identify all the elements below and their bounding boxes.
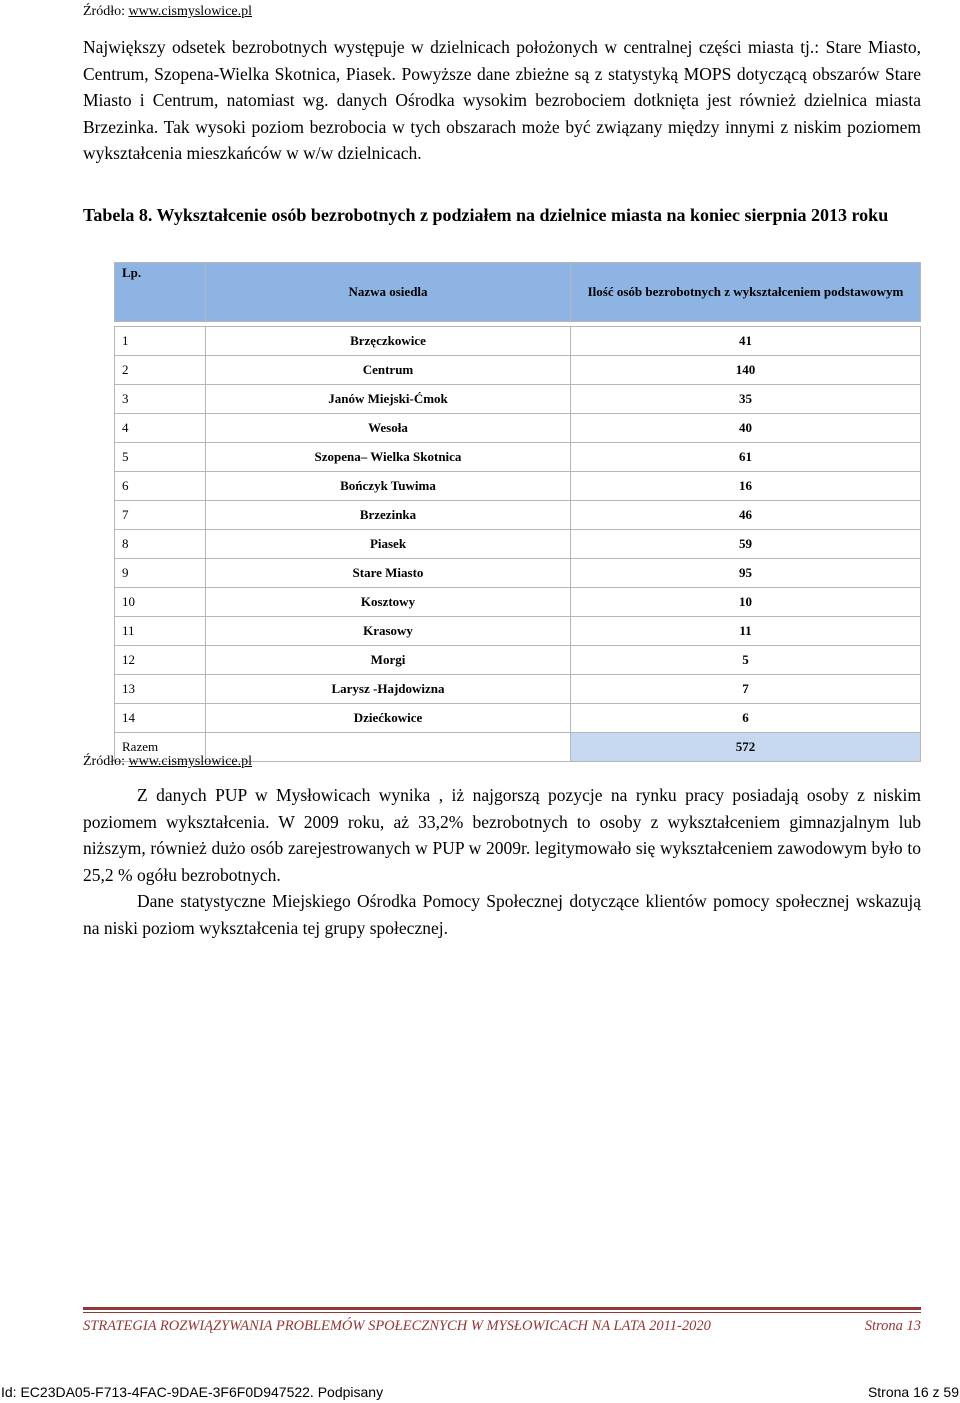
- row-lp: 3: [115, 385, 206, 414]
- paragraph-intro: Największy odsetek bezrobotnych występuje w dzielnicach położonych w centralnej części miasta tj.: Stare Miasto, Centrum, Szopena-Wielka Skotnica, Piasek. Powyższe dane zbieżne są z statystyką MOPS dotyczącą obszarów Stare Miasto i Centrum, natomiast wg. danych Ośrodka wysokim bezrobociem dotknięta jest również dzielnica miasta Brzezinka. Tak wysoki poziom bezrobocia w tych obszarach może być związany między innymi z niskim poziomem wykształcenia mieszkańców w w/w dzielnicach.: [83, 37, 921, 163]
- row-value: 11: [571, 617, 921, 646]
- row-lp: 10: [115, 588, 206, 617]
- source-link[interactable]: www.cismyslowice.pl: [128, 754, 253, 769]
- row-name: Dziećkowice: [206, 704, 571, 733]
- source-prefix: Źródło:: [83, 754, 129, 769]
- row-value: 16: [571, 472, 921, 501]
- document-id: Id: EC23DA05-F713-4FAC-9DAE-3F6F0D947522. Podpisany: [1, 1383, 384, 1400]
- row-name: Kosztowy: [206, 588, 571, 617]
- row-name: Larysz -Hajdowizna: [206, 675, 571, 704]
- row-value: 40: [571, 414, 921, 443]
- footer-rule-thin: [83, 1312, 921, 1313]
- row-value: 10: [571, 588, 921, 617]
- footer-rule: [83, 1307, 921, 1310]
- total-value: 572: [571, 733, 921, 762]
- header-value: Ilość osób bezrobotnych z wykształceniem podstawowym: [571, 263, 921, 322]
- header-name: Nazwa osiedla: [206, 263, 571, 322]
- row-lp: 2: [115, 356, 206, 385]
- footer-page-number: Strona 13: [864, 1318, 921, 1334]
- row-value: 41: [571, 327, 921, 356]
- source-link[interactable]: www.cismyslowice.pl: [128, 4, 253, 19]
- row-value: 5: [571, 646, 921, 675]
- row-name: Krasowy: [206, 617, 571, 646]
- row-name: Szopena– Wielka Skotnica: [206, 443, 571, 472]
- row-name: Stare Miasto: [206, 559, 571, 588]
- paragraph-pup: [83, 782, 921, 888]
- table-row: [115, 356, 921, 385]
- table-row: [115, 559, 921, 588]
- paragraph-mops-text: Dane statystyczne Miejskiego Ośrodka Pomocy Społecznej dotyczące klientów pomocy społecznej wskazują na niski poziom wykształcenia tej grupy społecznej.: [83, 891, 921, 938]
- row-value: 61: [571, 443, 921, 472]
- row-name: Piasek: [206, 530, 571, 559]
- table-row: [115, 704, 921, 733]
- table-caption: Tabela 8. Wykształcenie osób bezrobotnych z podziałem na dzielnice miasta na koniec sierpnia 2013 roku: [83, 205, 889, 225]
- page-footer: [83, 1318, 921, 1335]
- table-header-row: [115, 263, 921, 322]
- table-row: [115, 501, 921, 530]
- row-value: 95: [571, 559, 921, 588]
- document-page-count: Strona 16 z 59: [867, 1383, 959, 1400]
- row-lp: 11: [115, 617, 206, 646]
- table-row: [115, 588, 921, 617]
- total-label: Razem: [115, 733, 206, 762]
- row-value: 46: [571, 501, 921, 530]
- table-row: [115, 385, 921, 414]
- table-row: [115, 443, 921, 472]
- table-row: [115, 472, 921, 501]
- source-prefix: Źródło:: [83, 4, 129, 19]
- row-lp: 7: [115, 501, 206, 530]
- row-value: 35: [571, 385, 921, 414]
- row-name: Morgi: [206, 646, 571, 675]
- row-lp: 1: [115, 327, 206, 356]
- row-value: 140: [571, 356, 921, 385]
- table-row: [115, 646, 921, 675]
- document-id-bar: [0, 1380, 960, 1403]
- table-row: [115, 617, 921, 646]
- row-name: Centrum: [206, 356, 571, 385]
- footer-title: STRATEGIA ROZWIĄZYWANIA PROBLEMÓW SPOŁECZNYCH W MYSŁOWICACH NA LATA 2011-2020: [83, 1318, 711, 1334]
- total-empty-cell: [206, 733, 571, 762]
- row-lp: 9: [115, 559, 206, 588]
- row-lp: 13: [115, 675, 206, 704]
- unemployment-education-table: [114, 262, 921, 762]
- row-name: Janów Miejski-Ćmok: [206, 385, 571, 414]
- header-lp: Lp.: [115, 263, 206, 322]
- table-row: [115, 530, 921, 559]
- source-note-top: [83, 4, 252, 20]
- row-lp: 8: [115, 530, 206, 559]
- row-name: Wesoła: [206, 414, 571, 443]
- table-body: [115, 327, 921, 733]
- row-lp: 14: [115, 704, 206, 733]
- source-note-bottom: [83, 754, 252, 770]
- row-lp: 6: [115, 472, 206, 501]
- row-lp: 12: [115, 646, 206, 675]
- row-lp: 4: [115, 414, 206, 443]
- row-name: Brzezinka: [206, 501, 571, 530]
- row-name: Brzęczkowice: [206, 327, 571, 356]
- row-value: 7: [571, 675, 921, 704]
- row-value: 59: [571, 530, 921, 559]
- row-name: Bończyk Tuwima: [206, 472, 571, 501]
- row-lp: 5: [115, 443, 206, 472]
- row-value: 6: [571, 704, 921, 733]
- table-row: [115, 675, 921, 704]
- paragraph-pup-text: Z danych PUP w Mysłowicach wynika , iż najgorszą pozycje na rynku pracy posiadają osoby z niskim poziomem wykształcenia. W 2009 roku, aż 33,2% bezrobotnych to osoby z wykształceniem gimnazjalnym lub niższym, również dużo osób zarejestrowanych w PUP w 2009r. legitymowało się wykształceniem zawodowym było to 25,2 % ogółu bezrobotnych.: [83, 785, 921, 885]
- table-row: [115, 327, 921, 356]
- table-row: [115, 414, 921, 443]
- paragraph-mops: [83, 888, 921, 941]
